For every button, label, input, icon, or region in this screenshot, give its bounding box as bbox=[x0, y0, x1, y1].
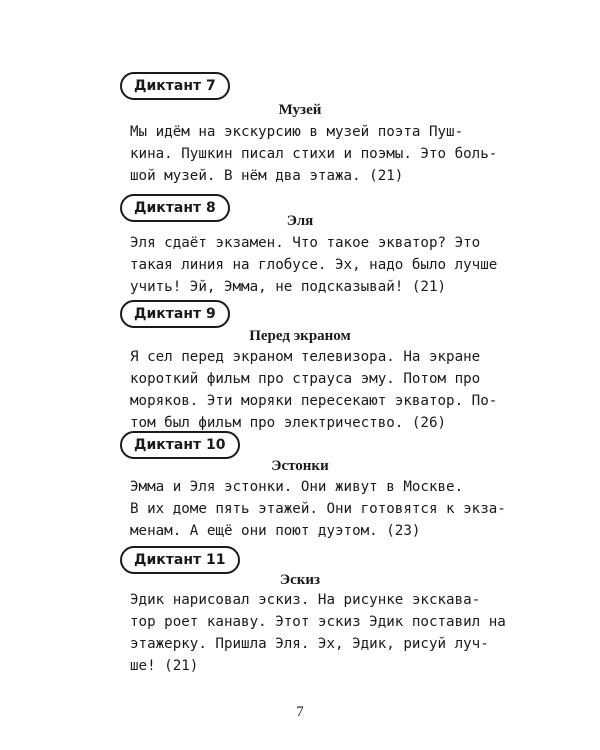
dictation-title: Эля bbox=[286, 213, 314, 229]
text-line: том был фильм про электричество. (26) bbox=[130, 415, 447, 431]
dictation-text bbox=[130, 346, 498, 434]
text-line: Я сел перед экраном телевизора. На экране bbox=[130, 349, 481, 365]
dictation-text bbox=[130, 121, 498, 187]
dictation-badge: Диктант 10 bbox=[120, 431, 240, 459]
text-line: В их доме пять этажей. Они готовятся к экза- bbox=[130, 501, 506, 517]
text-line: Эля сдаёт экзамен. Что такое экватор? Это bbox=[130, 235, 481, 251]
dictation-badge: Диктант 9 bbox=[120, 300, 230, 328]
text-line: Мы идём на экскурсию в музей поэта Пуш- bbox=[130, 124, 464, 140]
dictation-text bbox=[130, 232, 498, 298]
text-line: шой музей. В нём два этажа. (21) bbox=[130, 168, 404, 184]
text-line: менам. А ещё они поют дуэтом. (23) bbox=[130, 523, 421, 539]
dictation-text bbox=[130, 476, 506, 542]
text-line: моряков. Эти моряки пересекают экватор. По- bbox=[130, 393, 498, 409]
text-line: ше! (21) bbox=[130, 658, 199, 674]
dictation-badge: Диктант 8 bbox=[120, 194, 230, 222]
dictation-text bbox=[130, 589, 506, 677]
dictation-badge: Диктант 7 bbox=[120, 72, 230, 100]
text-line: короткий фильм про страуса эму. Потом про bbox=[130, 371, 481, 387]
text-line: Эмма и Эля эстонки. Они живут в Москве. bbox=[130, 479, 464, 495]
page-number: 7 bbox=[296, 704, 304, 720]
dictation-title: Музей bbox=[278, 102, 322, 118]
dictation-title: Эскиз bbox=[279, 572, 321, 588]
text-line: такая линия на глобусе. Эх, надо было лучше bbox=[130, 257, 498, 273]
text-line: учить! Эй, Эмма, не подсказывай! (21) bbox=[130, 279, 447, 295]
text-line: этажерку. Пришла Эля. Эх, Эдик, рисуй луч- bbox=[130, 636, 489, 652]
text-line: Эдик нарисовал эскиз. На рисунке экскава- bbox=[130, 592, 481, 608]
dictation-title: Перед экраном bbox=[249, 328, 351, 344]
dictation-title: Эстонки bbox=[271, 458, 329, 474]
dictation-badge: Диктант 11 bbox=[120, 546, 240, 574]
text-line: кина. Пушкин писал стихи и поэмы. Это боль- bbox=[130, 146, 498, 162]
text-line: тор роет канаву. Этот эскиз Эдик поставил на bbox=[130, 614, 506, 630]
